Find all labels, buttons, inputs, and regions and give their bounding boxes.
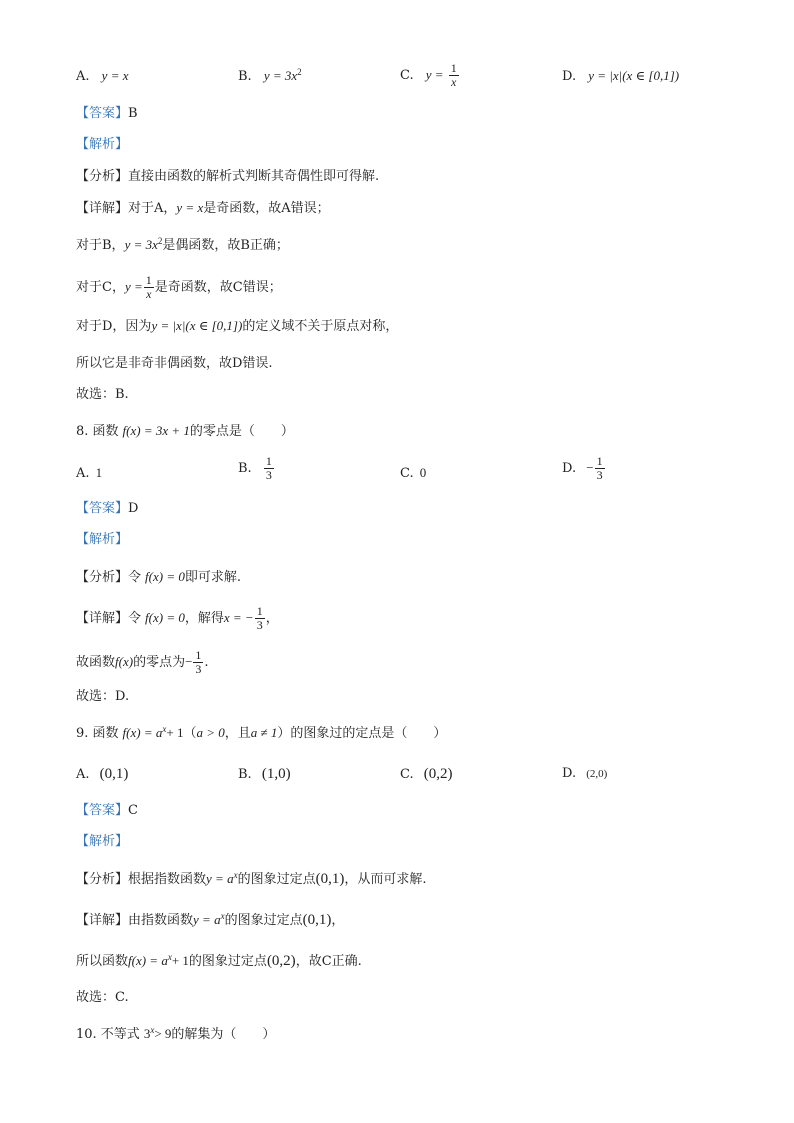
fenxi-point: (0,1) (315, 871, 345, 887)
option-letter: A. (76, 767, 90, 782)
fraction-numerator: 1 (265, 454, 272, 468)
detail-exponent: x (167, 952, 172, 962)
detail-text: ， (331, 913, 345, 928)
option-letter: B. (238, 69, 252, 84)
fenxi-exponent: x (233, 870, 238, 880)
detail-text: 令 (128, 611, 142, 626)
detail-fraction (144, 274, 154, 301)
detail-text: 对于B， (76, 238, 125, 253)
detail-math: + 1 (171, 953, 189, 968)
xiangjie-tag: 【详解】 (76, 201, 129, 216)
stem-text: ，且 (224, 726, 251, 741)
answer-tag: 【答案】 (76, 501, 129, 516)
detail-math: y = |x|(x ∈ [0,1]) (151, 318, 243, 333)
q8-analysis-heading (76, 530, 128, 550)
q8-detail-1 (76, 605, 279, 632)
option-letter: A. (76, 69, 90, 84)
detail-text: ，故C正确. (295, 954, 362, 969)
q8-option-c (400, 463, 426, 484)
fenxi-text: 的图象过定点 (237, 872, 316, 887)
fenxi-tag: 【分析】 (76, 872, 129, 887)
stem-text: 8. 函数 (76, 424, 119, 439)
option-expr: y = x (101, 68, 129, 83)
q8-stem (76, 421, 294, 442)
option-letter: C. (400, 68, 414, 83)
q7-analysis-heading (76, 135, 128, 155)
detail-text: 是偶函数，故B正确； (162, 238, 289, 253)
q9-option-d (562, 764, 607, 784)
q7-detail-b (76, 235, 289, 256)
detail-text: 是奇函数，故A错误； (203, 201, 330, 216)
q7-choose (76, 385, 129, 405)
fenxi-text: 根据指数函数 (128, 872, 207, 887)
q7-detail-conclusion (76, 354, 273, 374)
answer-tag: 【答案】 (76, 803, 129, 818)
option-expr: y = (425, 67, 444, 82)
q8-option-d (562, 455, 606, 482)
option-expr: (2,0) (586, 768, 608, 780)
detail-text: . (204, 655, 209, 670)
detail-text: 对于A， (128, 201, 177, 216)
stem-text: 的解集为（ ） (171, 1027, 276, 1042)
option-letter: A. (76, 466, 90, 481)
q9-answer (76, 801, 138, 821)
answer-value: D (128, 501, 139, 516)
detail-text: ， (265, 611, 279, 626)
fenxi-text: ，从而可求解. (344, 872, 427, 887)
q10-stem (76, 1024, 275, 1045)
detail-math: y = 3x (124, 237, 158, 252)
detail-text: ，解得 (184, 611, 224, 626)
stem-text: 9. 函数 (76, 726, 119, 741)
fenxi-math: f(x) = 0 (145, 569, 185, 584)
q7-fenxi (76, 167, 379, 187)
xiangjie-tag: 【详解】 (76, 611, 129, 626)
option-expr: 0 (419, 465, 427, 480)
q7-option-b (238, 66, 302, 87)
detail-text: 由指数函数 (128, 913, 194, 928)
analysis-tag: 【解析】 (76, 834, 129, 849)
option-letter: C. (400, 767, 414, 782)
answer-value: C (128, 803, 138, 818)
q8-option-a (76, 463, 102, 484)
fenxi-text: 即可求解. (184, 570, 241, 585)
detail-point: (0,2) (266, 953, 296, 969)
option-letter: B. (238, 767, 252, 782)
stem-condition: a > 0 (196, 725, 225, 740)
stem-text: 的零点是（ ） (189, 424, 294, 439)
q8-fenxi (76, 567, 241, 588)
q7-option-c (400, 62, 460, 89)
detail-exponent: x (220, 911, 225, 921)
detail-math: y = (124, 279, 143, 294)
detail-text: 对于D，因为 (76, 319, 152, 334)
fraction-denominator: 3 (256, 618, 263, 632)
detail-math: y = a (193, 912, 221, 927)
detail-text: 是奇函数，故C错误； (154, 280, 282, 295)
detail-fraction (193, 649, 203, 676)
detail-text: 的图象过定点 (224, 913, 303, 928)
option-expr: (0,2) (423, 766, 453, 782)
stem-math: f(x) = a (122, 725, 163, 740)
detail-math: y = x (176, 200, 204, 215)
detail-point: (0,1) (302, 912, 332, 928)
detail-math: f(x) (115, 654, 134, 669)
answer-tag: 【答案】 (76, 106, 129, 121)
q8-option-b (238, 455, 275, 482)
option-letter: D. (562, 69, 577, 84)
q9-option-a (76, 764, 128, 785)
analysis-tag: 【解析】 (76, 532, 129, 547)
fraction-denominator: x (146, 287, 152, 301)
option-fraction (449, 62, 459, 89)
detail-text: 的零点为 (133, 655, 186, 670)
fenxi-tag: 【分析】 (76, 570, 129, 585)
fenxi-tag: 【分析】 (76, 169, 129, 184)
detail-text: 所以它是非奇非偶函数，故D错误. (76, 356, 273, 371)
option-expr: (1,0) (261, 766, 291, 782)
q7-option-a (76, 66, 128, 87)
choose-text: 故选：C. (76, 990, 129, 1005)
detail-text: 的定义域不关于原点对称， (242, 319, 399, 334)
xiangjie-tag: 【详解】 (76, 913, 129, 928)
option-expr: (0,1) (99, 766, 129, 782)
q9-analysis-heading (76, 832, 128, 852)
option-expr: 1 (95, 465, 103, 480)
fenxi-text: 直接由函数的解析式判断其奇偶性即可得解. (128, 169, 380, 184)
q7-option-d (562, 66, 679, 87)
fraction-denominator: 3 (596, 468, 603, 482)
stem-exponent: x (162, 724, 167, 734)
q9-fenxi (76, 869, 426, 890)
option-sign: − (586, 460, 594, 475)
detail-exponent: 2 (157, 236, 163, 246)
detail-math: f(x) = 0 (145, 610, 185, 625)
q9-option-b (238, 764, 291, 785)
q7-detail-c (76, 274, 282, 301)
stem-exponent: x (150, 1025, 155, 1035)
fraction-denominator: 3 (265, 468, 272, 482)
option-letter: B. (238, 461, 252, 476)
choose-text: 故选：D. (76, 689, 130, 704)
stem-math: f(x) = 3x + 1 (122, 423, 190, 438)
stem-text: 10. 不等式 (76, 1027, 140, 1042)
fenxi-text: 令 (128, 570, 142, 585)
fraction-numerator: 1 (596, 454, 603, 468)
option-letter: D. (562, 766, 577, 781)
detail-math: f(x) = a (128, 953, 168, 968)
q9-detail-1 (76, 910, 344, 931)
fraction-numerator: 1 (145, 273, 152, 287)
detail-text: 的图象过定点 (188, 954, 267, 969)
fenxi-math: y = a (206, 871, 234, 886)
option-expr: y = |x|(x ∈ [0,1]) (588, 68, 680, 83)
fraction-numerator: 1 (256, 604, 263, 618)
stem-text: ）的图象过的定点是（ ） (277, 726, 447, 741)
detail-text: 对于C， (76, 280, 125, 295)
option-fraction (595, 455, 605, 482)
q8-answer (76, 499, 138, 519)
stem-math: 3 (143, 1026, 151, 1041)
q7-detail-a (76, 198, 330, 219)
detail-text: 所以函数 (76, 954, 129, 969)
q9-option-c (400, 764, 453, 785)
q7-answer (76, 104, 138, 124)
option-exponent: 2 (297, 67, 302, 77)
option-fraction (264, 455, 274, 482)
q9-choose (76, 988, 129, 1008)
detail-text: 故函数 (76, 655, 116, 670)
q8-choose (76, 687, 129, 707)
option-letter: C. (400, 466, 414, 481)
choose-text: 故选：B. (76, 387, 129, 402)
q8-detail-2 (76, 649, 209, 676)
detail-sign: − (185, 654, 193, 669)
stem-condition: a ≠ 1 (250, 725, 278, 740)
fraction-numerator: 1 (450, 61, 457, 75)
fraction-denominator: x (451, 75, 457, 89)
fraction-numerator: 1 (195, 648, 202, 662)
option-letter: D. (562, 461, 577, 476)
stem-math: + 1（ (166, 725, 197, 740)
analysis-tag: 【解析】 (76, 137, 129, 152)
stem-math: > 9 (154, 1026, 172, 1041)
q9-detail-2 (76, 951, 362, 972)
q7-detail-d (76, 316, 398, 337)
option-expr: y = 3x (263, 68, 298, 83)
fraction-denominator: 3 (195, 662, 202, 676)
q9-stem (76, 723, 446, 744)
answer-value: B (128, 106, 138, 121)
detail-math: x = − (223, 610, 254, 625)
detail-fraction (255, 605, 265, 632)
